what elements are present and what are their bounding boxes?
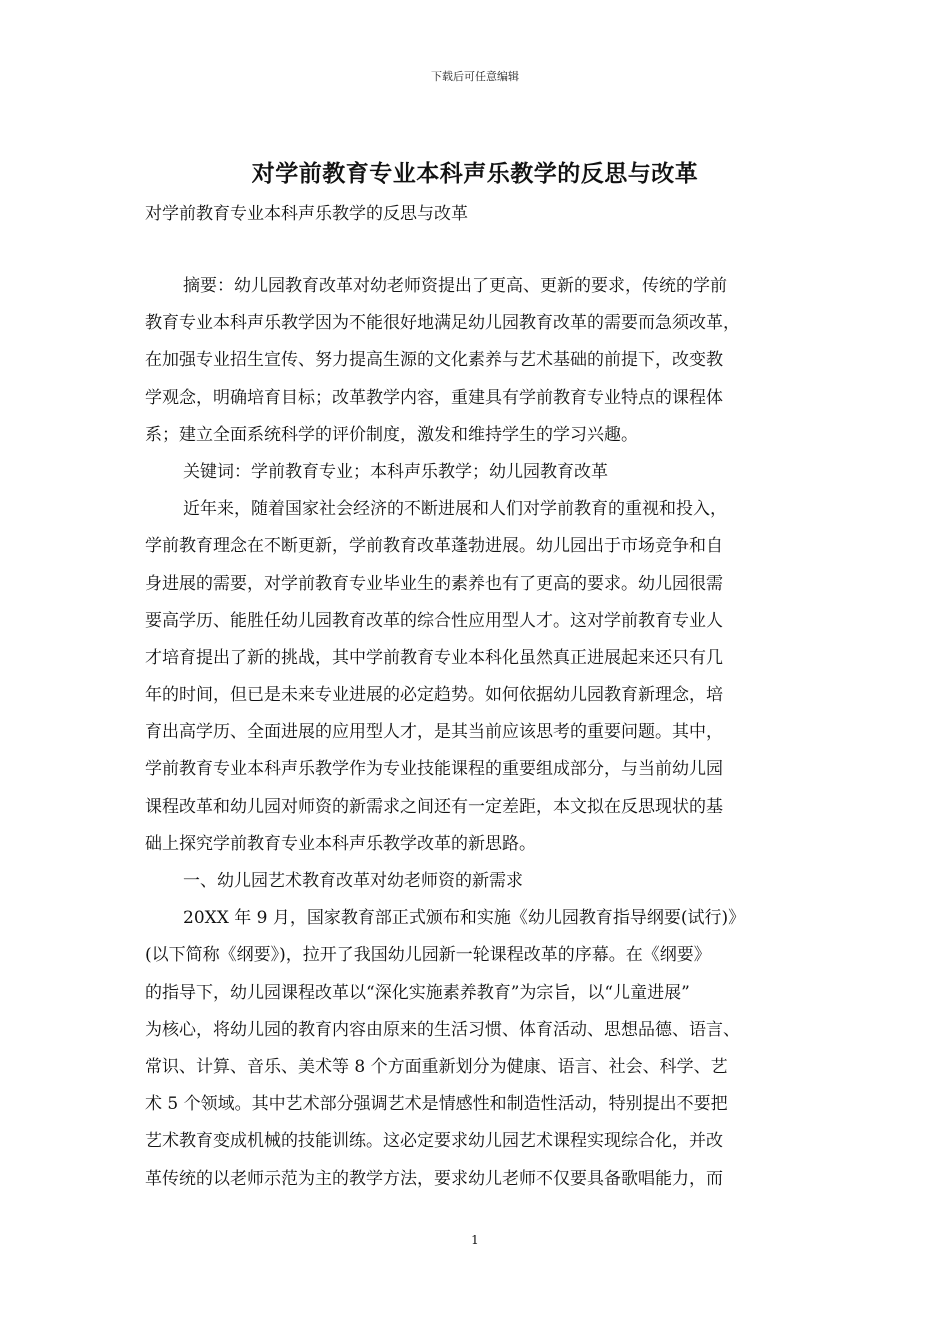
text-line: 要高学历、能胜任幼儿园教育改革的综合性应用型人才。这对学前教育专业人: [145, 610, 723, 631]
text-line: 教育专业本科声乐教学因为不能很好地满足幼儿园教育改革的需要而急须改革，: [145, 313, 740, 334]
text-line: 的指导下，幼儿园课程改革以“深化实施素养教育”为宗旨，以“儿童进展”: [145, 982, 690, 1003]
text-line: 艺术教育变成机械的技能训练。这必定要求幼儿园艺术课程实现综合化，并改: [145, 1131, 723, 1152]
text-line: 摘要：幼儿园教育改革对幼老师资提出了更高、更新的要求，传统的学前: [183, 276, 727, 296]
text-line: 在加强专业招生宣传、努力提高生源的文化素养与艺术基础的前提下，改变教: [145, 350, 723, 371]
text-line: 学前教育专业本科声乐教学作为专业技能课程的重要组成部分，与当前幼儿园: [145, 759, 723, 780]
text-line: 才培育提出了新的挑战，其中学前教育专业本科化虽然真正进展起来还只有几: [145, 647, 723, 668]
section-heading: 一、幼儿园艺术教育改革对幼老师资的新需求: [183, 871, 523, 891]
text-line: 近年来，随着国家社会经济的不断进展和人们对学前教育的重视和投入，: [183, 499, 727, 520]
text-line: 为核心，将幼儿园的教育内容由原来的生活习惯、体育活动、思想品德、语言、: [145, 1019, 740, 1040]
body-text: [145, 273, 810, 1203]
text-line: 常识、计算、音乐、美术等 8 个方面重新划分为健康、语言、社会、科学、艺: [145, 1056, 728, 1077]
text-line: 系；建立全面系统科学的评价制度，激发和维持学生的学习兴趣。: [145, 424, 638, 445]
text-line: (以下简称《纲要》)，拉开了我国幼儿园新一轮课程改革的序幕。在《纲要》: [145, 945, 711, 966]
text-line: 术 5 个领域。其中艺术部分强调艺术是情感性和制造性活动，特别提出不要把: [145, 1094, 728, 1115]
text-line: 学前教育理念在不断更新，学前教育改革蓬勃进展。幼儿园出于市场竞争和自: [145, 536, 723, 557]
document-subtitle: 对学前教育专业本科声乐教学的反思与改革: [145, 204, 468, 224]
header-note: 下载后可任意编辑: [431, 70, 519, 83]
page-number: 1: [471, 1233, 479, 1247]
text-line: 年的时间，但已是未来专业进展的必定趋势。如何依据幼儿园教育新理念，培: [145, 685, 723, 706]
text-line: 身进展的需要，对学前教育专业毕业生的素养也有了更高的要求。幼儿园很需: [145, 573, 723, 594]
text-line: 关键词：学前教育专业；本科声乐教学；幼儿园教育改革: [183, 461, 608, 482]
text-line: 学观念，明确培育目标；改革教学内容，重建具有学前教育专业特点的课程体: [145, 387, 723, 408]
text-line: 课程改革和幼儿园对师资的新需求之间还有一定差距，本文拟在反思现状的基: [145, 796, 723, 817]
document-title: 对学前教育专业本科声乐教学的反思与改革: [251, 160, 699, 187]
text-line: 20XX 年 9 月，国家教育部正式颁布和实施《幼儿园教育指导纲要(试行)》: [183, 908, 746, 929]
text-line: 础上探究学前教育专业本科声乐教学改革的新思路。: [145, 833, 536, 854]
text-line: 革传统的以老师示范为主的教学方法，要求幼儿老师不仅要具备歌唱能力，而: [145, 1168, 723, 1189]
text-line: 育出高学历、全面进展的应用型人才，是其当前应该思考的重要问题。其中，: [145, 722, 723, 743]
